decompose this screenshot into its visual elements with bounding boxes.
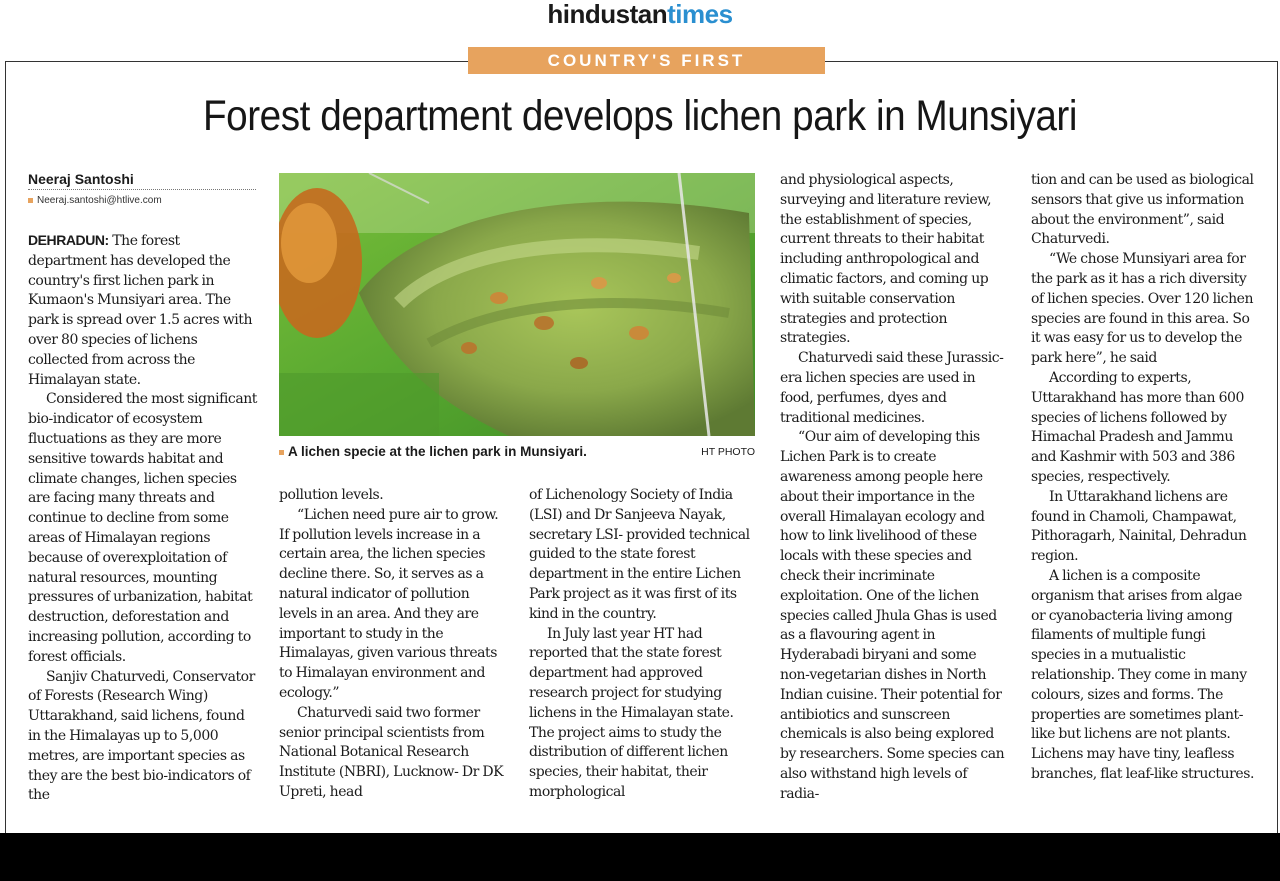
kicker-label: COUNTRY'S FIRST <box>468 47 825 74</box>
paragraph: of Lichenology Society of India (LSI) and Dr Sanjeeva Nayak, secretary LSI- provided technical guided to the state forest department in the entire Lichen Park project as it was first of its kind in the country. <box>529 487 750 622</box>
bullet-square-icon <box>279 450 284 455</box>
article-column-1 <box>28 231 258 806</box>
lichen-photo-illustration <box>279 173 755 436</box>
paragraph: Considered the most significant bio-indicator of ecosystem fluctuations as they are more sensitive towards habitat and climate changes, lichen species are facing many threats and continue to decline from some areas of Himalayan regions because of overexploitation of natural resources, mounting pressures of urbanization, habitat destruction, deforestation and increasing pollution, according to forest officials. <box>28 391 257 665</box>
paragraph: In July last year HT had reported that the state forest department had approved research project for studying lichens in the Himalayan state. The project aims to study the distribution of different lichen species, their habitat, their morphological <box>529 625 734 800</box>
masthead-part1: hindustan <box>547 0 668 29</box>
photo-caption-text: A lichen specie at the lichen park in Munsiyari. <box>288 444 587 459</box>
paragraph: A lichen is a composite organism that arises from algae or cyanobacteria living among filaments of multiple fungi species in a mutualistic relationship. They come in many colours, sizes and forms. The properties are sometimes plant-like but lichens are not plants. Lichens may have tiny, leafless branches, flat leaf-like structures. <box>1031 567 1254 782</box>
article-column-2 <box>279 486 505 803</box>
masthead-part2: times <box>667 0 733 29</box>
paragraph-text: The forest department has developed the country's first lichen park in Kumaon's Munsiyari area. The park is spread over 1.5 acres with over 80 species of lichens collected from across the Himalayan state. <box>28 233 253 388</box>
photo-caption <box>279 444 755 464</box>
paragraph: “Lichen need pure air to grow. If pollution levels increase in a certain area, the lichen species decline there. So, it serves as a natural indicator of pollution levels in an area. And they are important to study in the Himalayas, given various threats to Himalayan environment and ecology.” <box>279 506 499 701</box>
article-column-4 <box>780 171 1006 805</box>
headline: Forest department develops lichen park in Munsiyari <box>202 92 1078 140</box>
bottom-black-bar <box>0 833 1280 881</box>
photo-credit: HT PHOTO <box>701 446 755 458</box>
byline-email-text: Neeraj.santoshi@htlive.com <box>37 195 162 206</box>
paragraph: Chaturvedi said these Jurassic-era lichen species are used in food, perfumes, dyes and traditional medicines. <box>780 350 1004 426</box>
paragraph <box>28 231 258 390</box>
lichen-photo <box>279 173 755 436</box>
paragraph: Chaturvedi said two former senior principal scientists from National Botanical Research Institute (NBRI), Lucknow- Dr DK Upreti, head <box>279 704 504 800</box>
article-column-3 <box>529 486 755 803</box>
dateline: DEHRADUN: <box>28 232 109 248</box>
paragraph: tion and can be used as biological sensors that give us information about the environment”, said Chaturvedi. <box>1031 172 1254 248</box>
paragraph: According to experts, Uttarakhand has more than 600 species of lichens followed by Himachal Pradesh and Jammu and Kashmir with 503 and 386 species, respectively. <box>1031 369 1244 485</box>
bullet-square-icon <box>28 198 33 203</box>
paragraph: “Our aim of developing this Lichen Park is to create awareness among people here about their importance in the overall Himalayan ecology and how to link livelihood of these locals with these species and check their incriminate exploitation. One of the lichen species called Jhula Ghas is used as a flavouring agent in Hyderabadi biryani and some non-vegetarian dishes in North Indian cuisine. Their potential for antibiotics and sunscreen chemicals is also being explored by researchers. Some species can also withstand high levels of radia- <box>780 429 1005 802</box>
article-column-5 <box>1031 171 1257 785</box>
byline-name: Neeraj Santoshi <box>28 171 256 190</box>
paragraph: and physiological aspects, surveying and literature review, the establishment of species, current threats to their habitat including anthropological and climatic factors, and coming up with suitable conservation strategies and protection strategies. <box>780 172 992 347</box>
masthead-logo <box>0 0 1280 30</box>
paragraph: “We chose Munsiyari area for the park as it has a rich diversity of lichen species. Over 120 lichen species are found in this area. So it was easy for us to develop the park here”, he said <box>1031 251 1254 367</box>
paragraph: pollution levels. <box>279 487 384 503</box>
paragraph: In Uttarakhand lichens are found in Chamoli, Champawat, Pithoragarh, Nainital, Dehradun region. <box>1031 488 1247 565</box>
byline-email <box>28 195 256 206</box>
paragraph: Sanjiv Chaturvedi, Conservator of Forests (Research Wing) Uttarakhand, said lichens, found in the Himalayas up to 5,000 metres, are important species as they are the best bio-indicators of the <box>28 668 255 804</box>
